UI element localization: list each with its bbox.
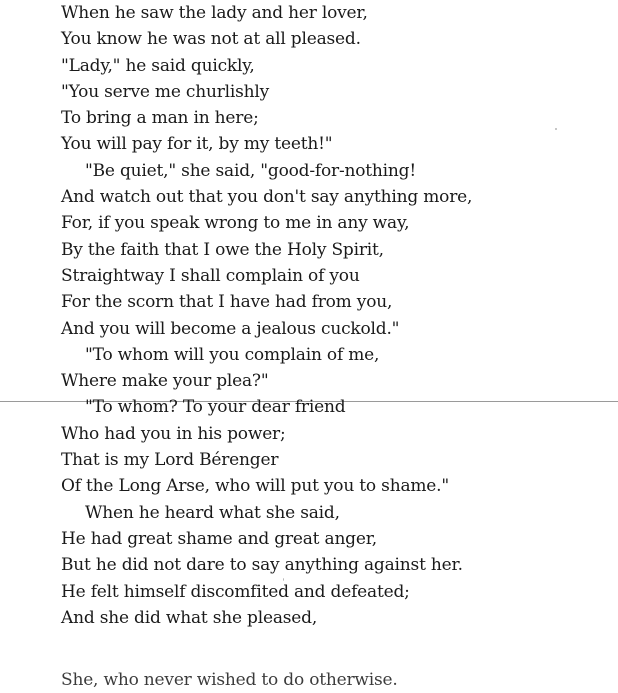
poem-line: And she did what she pleased,: [61, 607, 318, 628]
poem-line: When he heard what she said,: [85, 502, 340, 523]
poem-line: But he did not dare to say anything against her.: [61, 555, 463, 576]
poem-line: And you will become a jealous cuckold.": [61, 318, 400, 339]
poem-line: Of the Long Arse, who will put you to shame.": [61, 476, 449, 497]
poem-line: "You serve me churlishly: [61, 81, 270, 102]
poem-line: When he saw the lady and her lover,: [61, 3, 368, 23]
poem-line: And watch out that you don't say anything more,: [61, 187, 473, 208]
poem-line: By the faith that I owe the Holy Spirit,: [61, 239, 384, 260]
poem-line: That is my Lord Bérenger: [61, 450, 279, 471]
poem-line: Who had you in his power;: [61, 423, 286, 444]
poem-line: Where make your plea?": [61, 371, 269, 392]
poem-line: "To whom will you complain of me,: [85, 344, 380, 365]
poem-line: He felt himself discomfited and defeated;: [61, 581, 410, 602]
poem-line: Straightway I shall complain of you: [61, 265, 360, 286]
poem-line-cut-off: She, who never wished to do otherwise.: [61, 670, 398, 690]
poem-line: "To whom? To your dear friend: [85, 397, 346, 418]
poem-text: [61, 0, 611, 690]
poem-line: For, if you speak wrong to me in any way,: [61, 213, 410, 234]
poem-line: For the scorn that I have had from you,: [61, 292, 393, 313]
poem-line: You know he was not at all pleased.: [61, 29, 361, 50]
poem-line: To bring a man in here;: [61, 108, 259, 129]
poem-line: "Be quiet," she said, "good-for-nothing!: [85, 160, 416, 181]
poem-line: He had great shame and great anger,: [61, 528, 377, 549]
poem-line: You will pay for it, by my teeth!": [61, 134, 333, 155]
poem-line: "Lady," he said quickly,: [61, 55, 255, 76]
